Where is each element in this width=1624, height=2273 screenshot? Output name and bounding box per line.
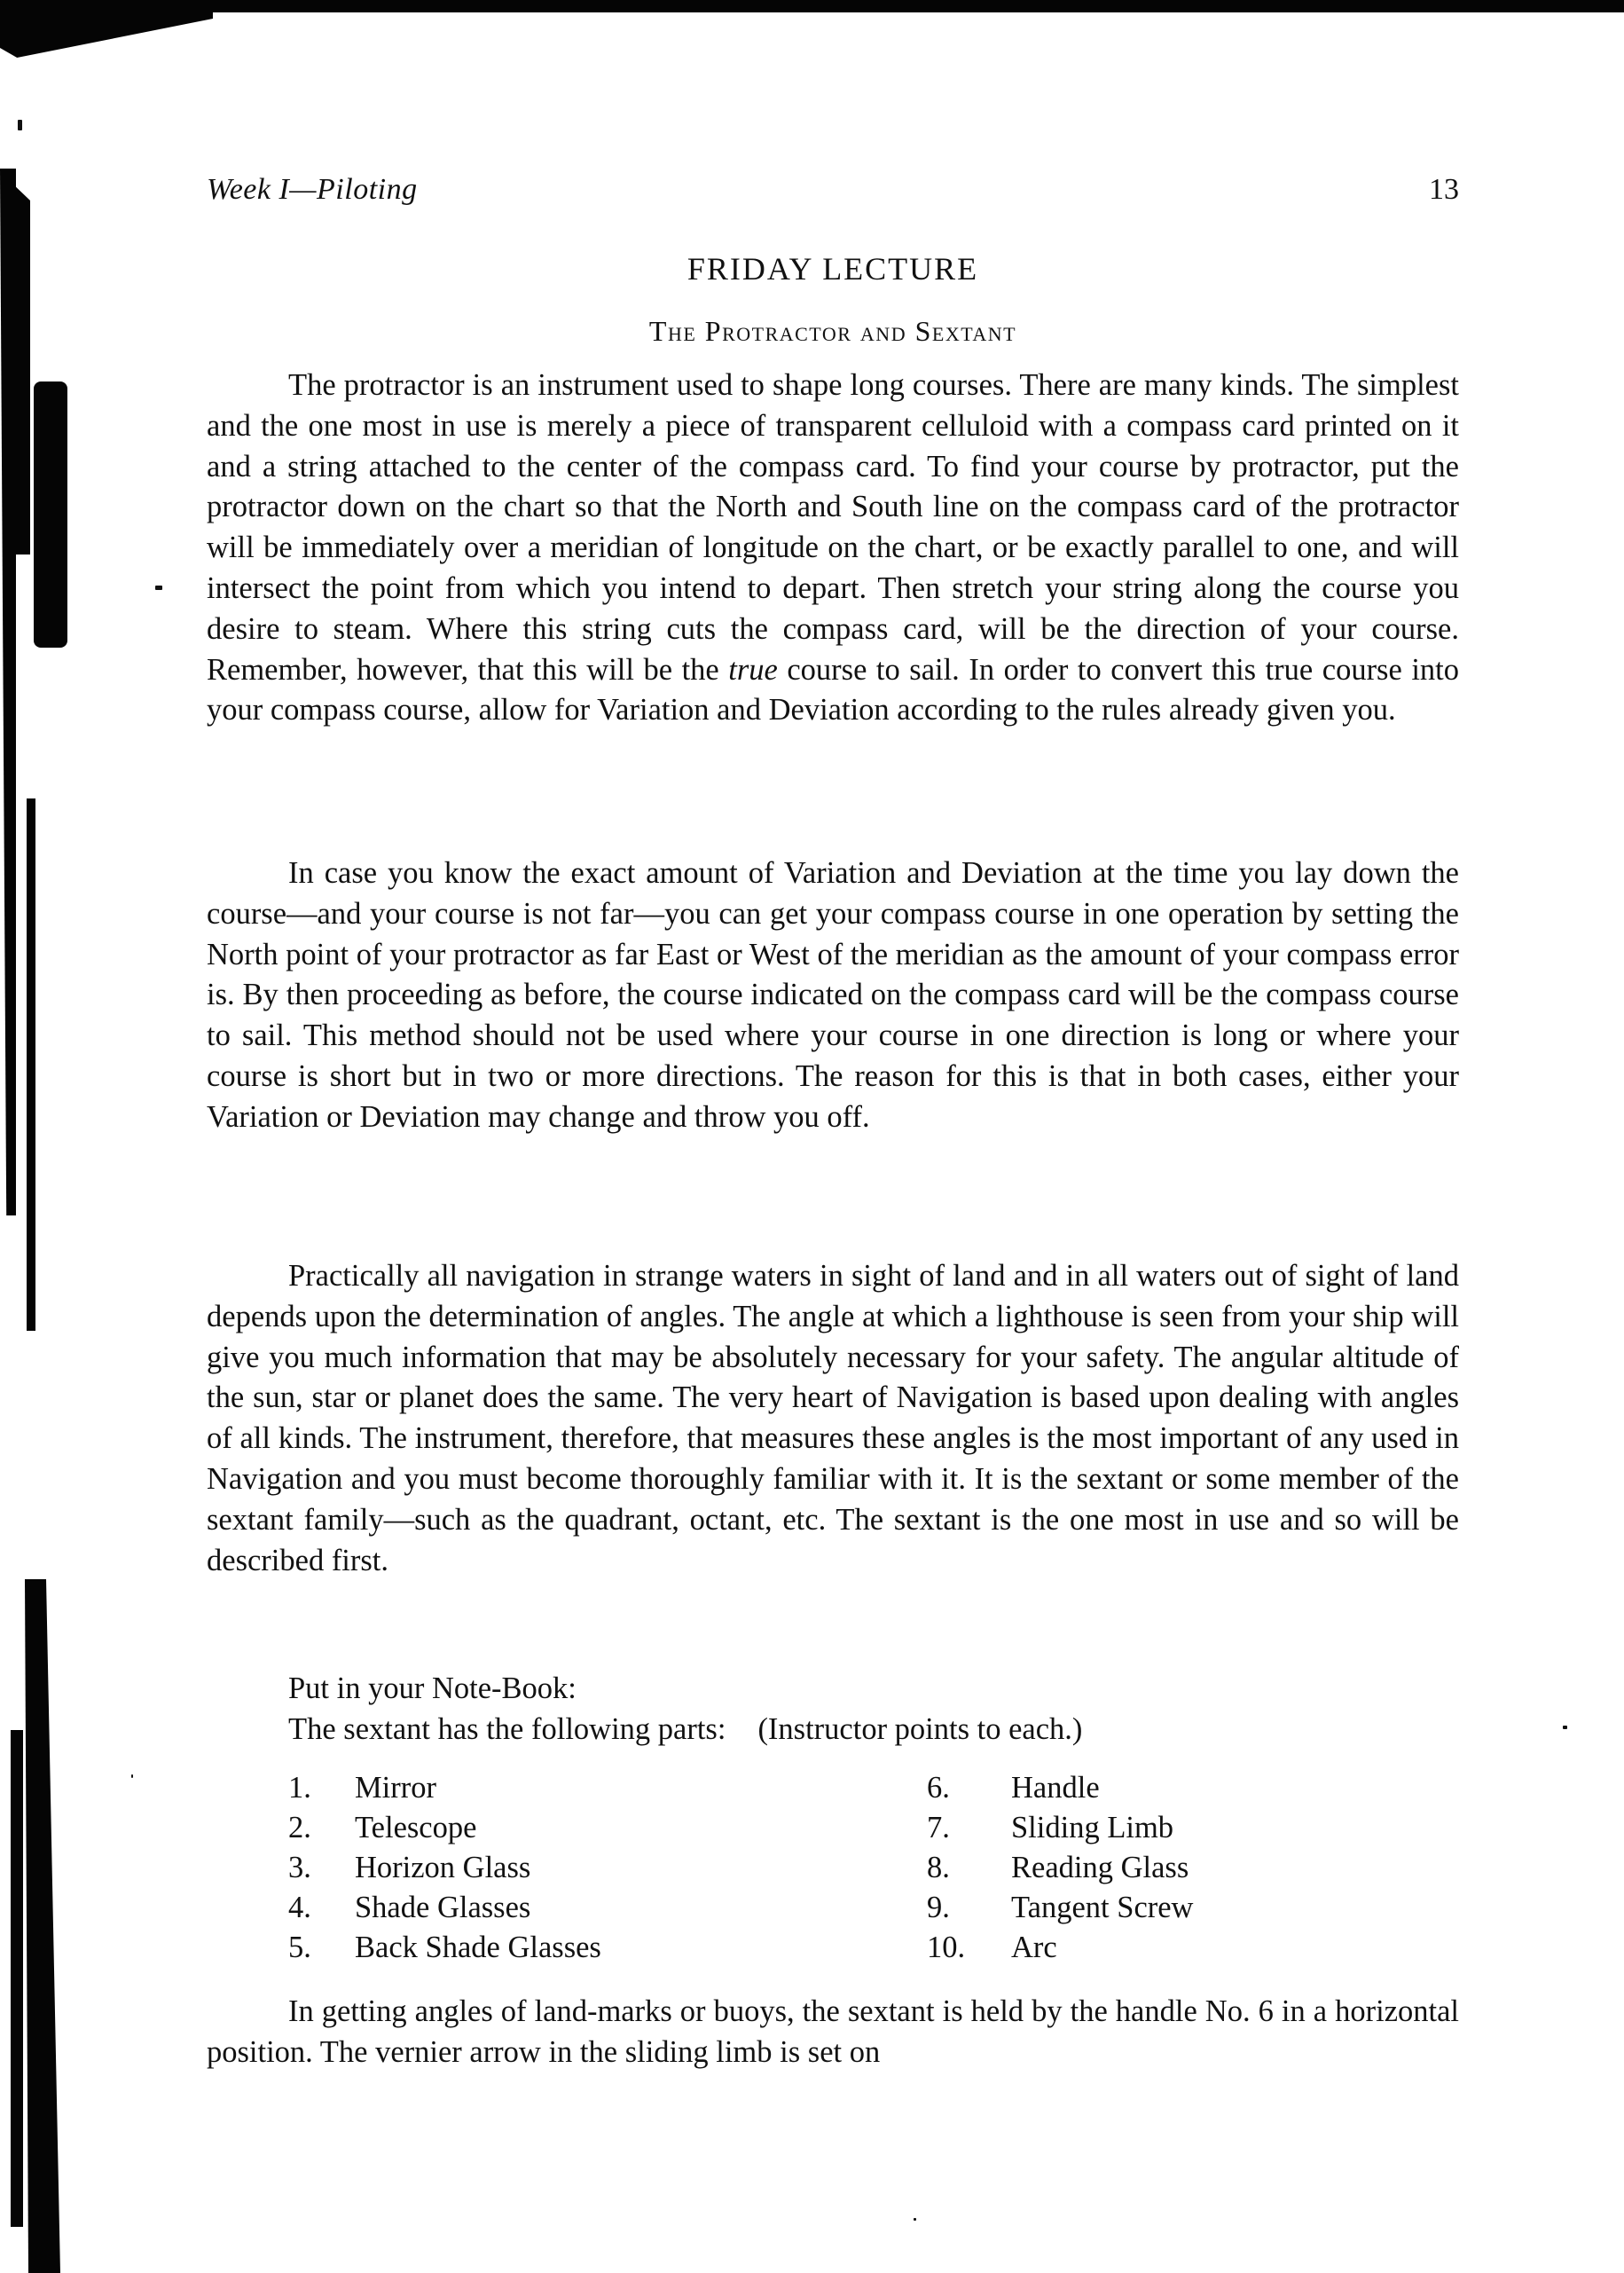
list-item [927, 1768, 1193, 1808]
item-number: 2. [288, 1811, 311, 1844]
page-number: 13 [1429, 173, 1459, 206]
item-name: Tangent Screw [1011, 1891, 1194, 1924]
list-item [288, 1928, 601, 1968]
item-number: 7. [927, 1811, 950, 1844]
item-number: 8. [927, 1851, 950, 1884]
scan-edge-top [0, 0, 1624, 12]
running-head-title: Week I—Piloting [207, 173, 418, 206]
item-number: 9. [927, 1891, 950, 1924]
list-item [927, 1848, 1193, 1888]
parts-column-right [927, 1768, 1193, 1968]
emphasis-true: true [728, 652, 778, 687]
item-number: 4. [288, 1891, 311, 1924]
list-item [288, 1888, 601, 1928]
item-name: Telescope [355, 1811, 477, 1844]
item-name: Mirror [355, 1771, 436, 1805]
list-item [288, 1808, 601, 1848]
text-run: The protractor is an instrument used to shape long courses. There are many kinds. The simplest and the one most in use is merely a piece of transparent celluloid with a compass card printed on it and a string attached to the center of the compass card. To find your course by protractor, put the protractor down on the chart so that the North and South line on the compass card of the protractor will be immediately over a meridian of longitude on the chart, or be exactly parallel to one, and will intersect the point from which you intend to depart. Then stretch your string along the course you desire to steam. Where this string cuts the compass card, will be the direction of your course. Remember, however, that this will be the [207, 368, 1459, 687]
item-name: Back Shade Glasses [355, 1931, 601, 1964]
item-name: Handle [1011, 1771, 1100, 1805]
item-name: Arc [1011, 1931, 1057, 1964]
item-number: 10. [927, 1931, 966, 1964]
list-item [927, 1888, 1193, 1928]
binding-shadow [11, 1730, 23, 2227]
binding-shadow [11, 182, 30, 554]
scan-speck [18, 120, 22, 130]
item-name: Sliding Limb [1011, 1811, 1174, 1844]
list-item [288, 1768, 601, 1808]
paragraph-text: Practically all navigation in strange waters in sight of land and in all waters out of sight of land depends upon the determination of angles. The angle at which a lighthouse is seen from your ship will give you much information that may be absolutely necessary for your safety. The angular altitude of the sun, star or planet does the same. The very heart of Navigation is based upon dealing with angles of all kinds. The instrument, therefore, that measures these angles is the most important of any used in Navigation and you must become thoroughly familiar with it. It is the sextant or some member of the sextant family—such as the quadrant, octant, etc. The sextant is the one most in use and so will be described first. [207, 1259, 1459, 1577]
scan-speck [1563, 1726, 1567, 1729]
instructor-aside: (Instructor points to each.) [757, 1712, 1083, 1746]
lecture-title: FRIDAY LECTURE [686, 251, 979, 287]
text-run: course to sail. In order to convert this true course into your compass course, allow for Variation and Deviation according to the rules already given you. [207, 652, 1459, 728]
running-head [207, 173, 1459, 208]
item-number: 3. [288, 1851, 311, 1884]
paragraph-compass-course [207, 853, 1459, 1138]
item-name: Horizon Glass [355, 1851, 531, 1884]
list-item [288, 1848, 601, 1888]
item-number: 5. [288, 1931, 311, 1964]
item-number: 1. [288, 1771, 311, 1805]
list-item [927, 1808, 1193, 1848]
paragraph-protractor [207, 366, 1459, 731]
binding-shadow [34, 381, 67, 648]
parts-intro: The sextant has the following parts: [288, 1712, 726, 1746]
notebook-heading: Put in your Note-Book: [288, 1671, 577, 1705]
item-number: 6. [927, 1771, 950, 1805]
paragraph-text: In case you know the exact amount of Variation and Deviation at the time you lay down the course—and your course is not far—you can get your compass course in one operation by setting the North point of your protractor as far East or West of the meridian as the amount of your compass error is. By then proceeding as before, the course indicated on the compass card will be the compass course to sail. This method should not be used where your course in one direction is long or where your course is short but in two or more directions. The reason for this is that in both cases, either your Variation or Deviation may change and throw you off. [207, 856, 1459, 1134]
binding-shadow [27, 798, 35, 1331]
section-title: The Protractor and Sextant [648, 315, 1017, 347]
list-item [927, 1928, 1193, 1968]
scan-speck [155, 586, 162, 590]
paragraph-text: In getting angles of land-marks or buoys, the sextant is held by the handle No. 6 in a horizontal position. The vernier arrow in the sliding limb is set on [207, 1994, 1459, 2069]
scan-speck [914, 2218, 916, 2221]
parts-column-left [288, 1768, 601, 1968]
item-name: Shade Glasses [355, 1891, 531, 1924]
scan-speck [131, 1774, 133, 1778]
paragraph-sextant-use [207, 1992, 1459, 2073]
item-name: Reading Glass [1011, 1851, 1189, 1884]
paragraph-text [207, 366, 1459, 731]
binding-shadow [25, 1579, 60, 2273]
notebook-intro [288, 1709, 1082, 1750]
paragraph-angles [207, 1256, 1459, 1581]
scan-shadow-corner [0, 9, 213, 58]
